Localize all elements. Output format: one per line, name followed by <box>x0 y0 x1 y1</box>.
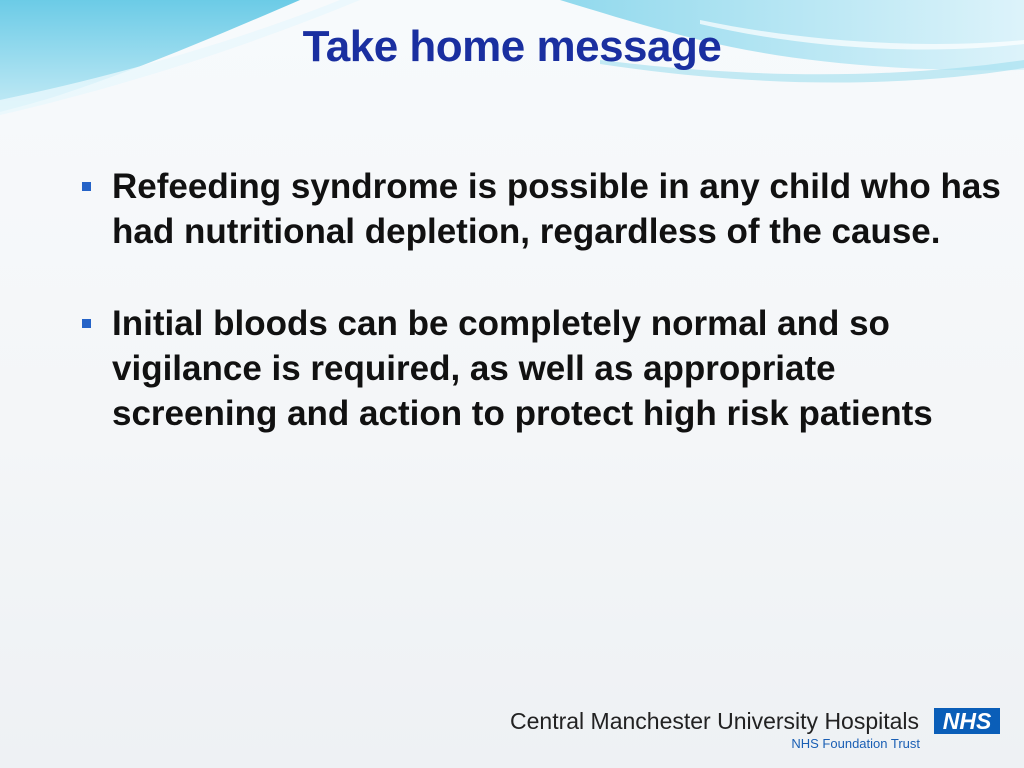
square-bullet-icon <box>82 319 91 328</box>
organization-logo <box>510 706 1000 756</box>
nhs-logo-icon: NHS <box>934 708 1000 734</box>
bullet-list <box>80 164 1010 483</box>
slide-title: Take home message <box>302 22 722 71</box>
bullet-text: Initial bloods can be completely normal and so vigilance is required, as well as appropriate screening and action to protect high risk patients <box>112 304 933 433</box>
bullet-item <box>80 301 1010 436</box>
bullet-item <box>80 164 1010 254</box>
bullet-text: Refeeding syndrome is possible in any child who has had nutritional depletion, regardless of the cause. <box>112 167 1001 251</box>
organization-subtitle: NHS Foundation Trust <box>791 736 920 751</box>
square-bullet-icon <box>82 182 91 191</box>
organization-name: Central Manchester University Hospitals <box>510 708 920 734</box>
